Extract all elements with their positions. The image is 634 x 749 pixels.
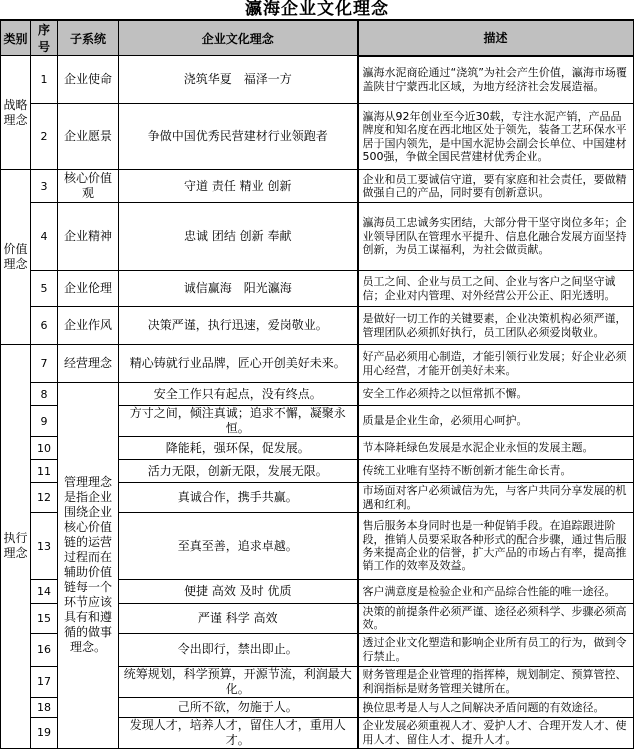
index-cell: 9 bbox=[31, 406, 58, 437]
index-cell: 3 bbox=[31, 170, 58, 203]
description-cell: 好产品必须用心制造，才能引领行业发展；好企业必须用心经营，才能开创美好未来。 bbox=[358, 345, 634, 383]
table-row bbox=[1, 307, 634, 345]
index-cell: 13 bbox=[31, 513, 58, 580]
description-cell: 售后服务本身同时也是一种促销手段。在追踪跟进阶段，推销人员要采取各种形式的配合步骤，通过售后服务来提高企业的信誉，扩大产品的市场占有率，提高推销工作的效率及效益。 bbox=[358, 513, 634, 580]
category-cell: 价值理念 bbox=[1, 170, 31, 345]
table-row bbox=[1, 170, 634, 203]
index-cell: 15 bbox=[31, 604, 58, 634]
table-row bbox=[1, 271, 634, 307]
philosophy-cell: 至真至善，追求卓越。 bbox=[119, 513, 358, 580]
philosophy-cell: 安全工作只有起点，没有终点。 bbox=[119, 383, 358, 406]
philosophy-cell: 浇筑华夏 福泽一方 bbox=[119, 56, 358, 104]
header-category: 类别 bbox=[1, 20, 31, 56]
philosophy-cell: 守道 责任 精业 创新 bbox=[119, 170, 358, 203]
philosophy-cell: 争做中国优秀民营建材行业领跑者 bbox=[119, 104, 358, 170]
philosophy-cell: 真诚合作，携手共赢。 bbox=[119, 483, 358, 513]
description-cell: 市场面对客户必须诚信为先，与客户共同分享发展的机遇和红利。 bbox=[358, 483, 634, 513]
index-cell: 10 bbox=[31, 437, 58, 460]
philosophy-cell: 方寸之间，倾注真诚；追求不懈，凝聚永恒。 bbox=[119, 406, 358, 437]
header-description: 描述 bbox=[358, 20, 634, 56]
index-cell: 17 bbox=[31, 666, 58, 697]
philosophy-cell: 活力无限，创新无限，发展无限。 bbox=[119, 460, 358, 483]
index-cell: 7 bbox=[31, 345, 58, 383]
header-index: 序号 bbox=[31, 20, 58, 56]
description-cell: 决策的前提条件必须严谨、途径必须科学、步骤必须高效。 bbox=[358, 604, 634, 634]
subsystem-cell: 企业精神 bbox=[58, 203, 119, 271]
subsystem-merged-cell: 管理理念是指企业围绕企业核心价值链的运营过程而在辅助价值链每一个环节应该具有和遵循的做事理念。 bbox=[58, 383, 119, 749]
description-cell: 企业发展必须重视人才、爱护人才、合理开发人才、使用人才、留住人才、提升人才。 bbox=[358, 717, 634, 748]
description-cell: 传统工业唯有坚持不断创新才能生命长青。 bbox=[358, 460, 634, 483]
index-cell: 4 bbox=[31, 203, 58, 271]
description-cell: 瀛海水泥商砼通过“浇筑”为社会产生价值，瀛海市场覆盖陕甘宁蒙西北区域，为地方经济社会发展造福。 bbox=[358, 56, 634, 104]
philosophy-cell: 精心铸就行业品牌，匠心开创美好未来。 bbox=[119, 345, 358, 383]
subsystem-cell: 企业作风 bbox=[58, 307, 119, 345]
index-cell: 18 bbox=[31, 697, 58, 717]
philosophy-cell: 忠诚 团结 创新 奉献 bbox=[119, 203, 358, 271]
philosophy-cell: 令出即行，禁出即止。 bbox=[119, 633, 358, 666]
description-cell: 客户满意度是检验企业和产品综合性能的唯一途径。 bbox=[358, 580, 634, 604]
description-cell: 换位思考是人与人之间解决矛盾问题的有效途径。 bbox=[358, 697, 634, 717]
index-cell: 2 bbox=[31, 104, 58, 170]
description-cell: 质量是企业生命，必须用心呵护。 bbox=[358, 406, 634, 437]
subsystem-cell: 企业使命 bbox=[58, 56, 119, 104]
description-cell: 瀛海员工忠诚务实团结，大部分骨干坚守岗位多年；企业领导团队在管理水平提升、信息化融合发展方面坚持创新，为员工谋福利，为社会做贡献。 bbox=[358, 203, 634, 271]
description-cell: 是做好一切工作的关键要素，企业决策机构必须严谨，管理团队必须抓好执行，员工团队必须爱岗敬业。 bbox=[358, 307, 634, 345]
description-cell: 员工之间、企业与员工之间、企业与客户之间坚守诚信；企业对内管理、对外经营公开公正、阳光透明。 bbox=[358, 271, 634, 307]
philosophy-cell: 降能耗，强环保，促发展。 bbox=[119, 437, 358, 460]
index-cell: 19 bbox=[31, 717, 58, 748]
table-row bbox=[1, 383, 634, 406]
table-row bbox=[1, 345, 634, 383]
culture-table bbox=[0, 19, 634, 749]
philosophy-cell: 严谨 科学 高效 bbox=[119, 604, 358, 634]
description-cell: 透过企业文化塑造和影响企业所有员工的行为，做到令行禁止。 bbox=[358, 633, 634, 666]
index-cell: 12 bbox=[31, 483, 58, 513]
header-row bbox=[1, 20, 634, 56]
subsystem-cell: 企业伦理 bbox=[58, 271, 119, 307]
index-cell: 16 bbox=[31, 633, 58, 666]
description-cell: 企业和员工要诚信守道，要有家庭和社会责任，要做精做强自己的产品，同时要有创新意识。 bbox=[358, 170, 634, 203]
category-cell: 战略理念 bbox=[1, 56, 31, 170]
description-cell: 瀛海从92年创业至今近30载，专注水泥产销，产品品牌度和知名度在西北地区处于领先，装备工艺环保水平居于国内领先，是中国水泥协会副会长单位、中国建材500强，争做全国民营建材优秀企业。 bbox=[358, 104, 634, 170]
philosophy-cell: 己所不欲，勿施于人。 bbox=[119, 697, 358, 717]
philosophy-cell: 诚信赢海 阳光瀛海 bbox=[119, 271, 358, 307]
philosophy-cell: 发现人才，培养人才，留住人才，重用人才。 bbox=[119, 717, 358, 748]
subsystem-cell: 经营理念 bbox=[58, 345, 119, 383]
page-title: 瀛海企业文化理念 bbox=[245, 0, 389, 19]
philosophy-cell: 决策严谨，执行迅速，爱岗敬业。 bbox=[119, 307, 358, 345]
index-cell: 11 bbox=[31, 460, 58, 483]
philosophy-cell: 统筹规划，科学预算，开源节流，利润最大化。 bbox=[119, 666, 358, 697]
description-cell: 节本降耗绿色发展是水泥企业永恒的发展主题。 bbox=[358, 437, 634, 460]
index-cell: 14 bbox=[31, 580, 58, 604]
subsystem-cell: 企业愿景 bbox=[58, 104, 119, 170]
index-cell: 1 bbox=[31, 56, 58, 104]
table-row bbox=[1, 56, 634, 104]
header-subsystem: 子系统 bbox=[58, 20, 119, 56]
description-cell: 财务管理是企业管理的指挥棒，规划制定、预算管控、利润指标是财务管理关键所在。 bbox=[358, 666, 634, 697]
index-cell: 8 bbox=[31, 383, 58, 406]
header-philosophy: 企业文化理念 bbox=[119, 20, 358, 56]
description-cell: 安全工作必须持之以恒常抓不懈。 bbox=[358, 383, 634, 406]
index-cell: 5 bbox=[31, 271, 58, 307]
table-row bbox=[1, 104, 634, 170]
philosophy-cell: 便捷 高效 及时 优质 bbox=[119, 580, 358, 604]
index-cell: 6 bbox=[31, 307, 58, 345]
subsystem-cell: 核心价值观 bbox=[58, 170, 119, 203]
category-cell: 执行理念 bbox=[1, 345, 31, 749]
table-row bbox=[1, 203, 634, 271]
